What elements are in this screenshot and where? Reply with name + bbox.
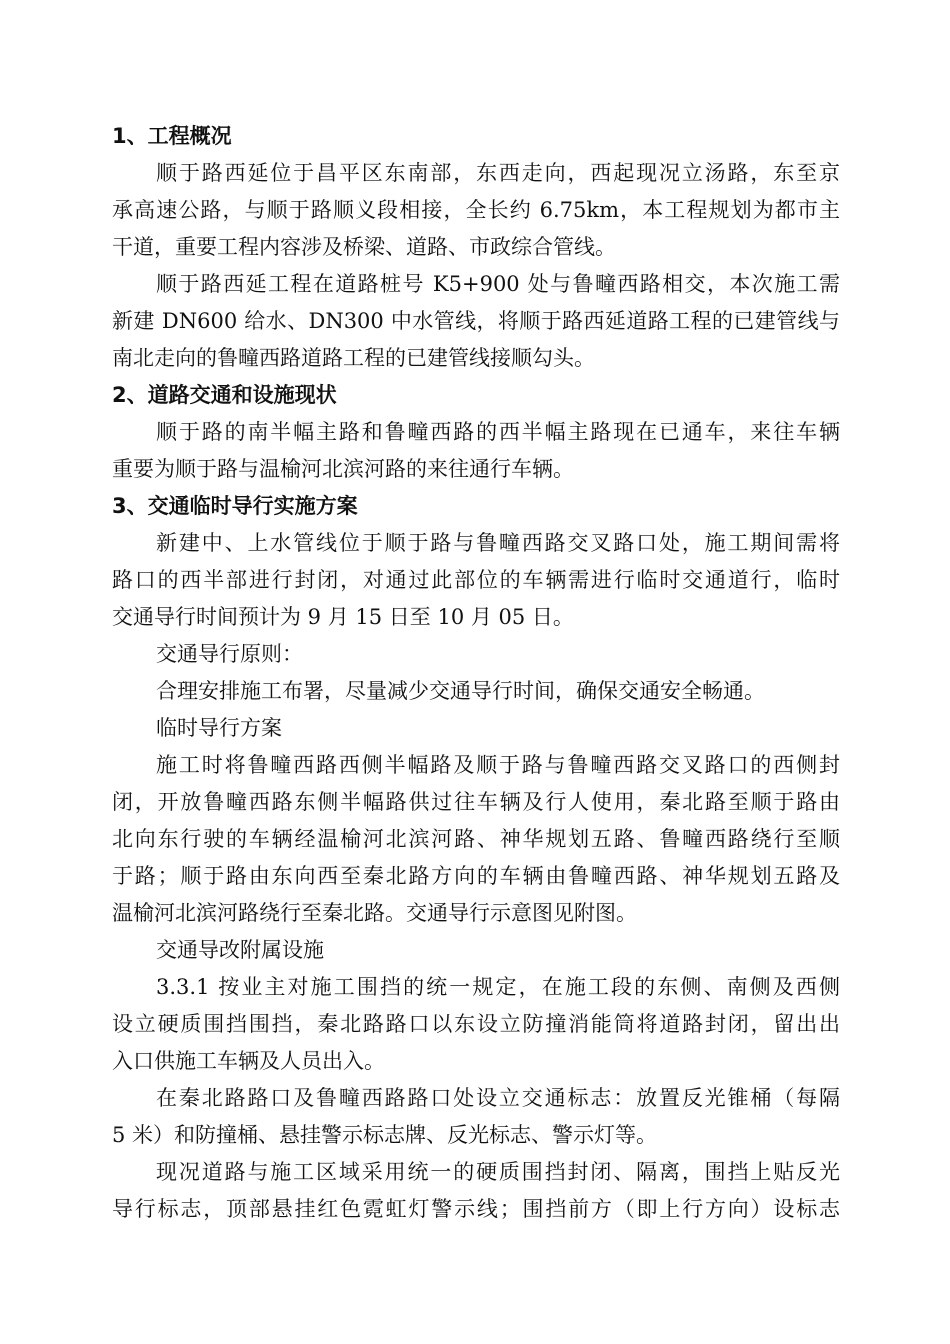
paragraph-line: 新建 DN600 给水、DN300 中水管线，将顺于路西延道路工程的已建管线与 <box>112 309 840 333</box>
paragraph-line: 顺于路西延位于昌平区东南部，东西走向，西起现况立汤路，东至京 <box>156 161 840 185</box>
paragraph-line: 在秦北路路口及鲁疃西路路口处设立交通标志：放置反光锥桶（每隔 <box>156 1086 840 1110</box>
section-3-heading: 3、交通临时导行实施方案 <box>112 494 358 518</box>
section-3-paragraph-1 <box>112 525 840 636</box>
paragraph-line: 温榆河北滨河路绕行至秦北路。交通导行示意图见附图。 <box>112 901 637 925</box>
facility-paragraph-2 <box>112 1080 840 1154</box>
section-2-heading: 2、道路交通和设施现状 <box>112 383 337 407</box>
paragraph-line: 于路；顺于路由东向西至秦北路方向的车辆由鲁疃西路、神华规划五路及 <box>112 864 840 888</box>
paragraph-line: 北向东行驶的车辆经温榆河北滨河路、神华规划五路、鲁疃西路绕行至顺 <box>112 827 840 851</box>
paragraph-line: 路口的西半部进行封闭，对通过此部位的车辆需进行临时交通道行，临时 <box>112 568 840 592</box>
section-1-paragraph-2 <box>112 266 840 377</box>
section-1-paragraph-1 <box>112 155 840 266</box>
facility-paragraph-3 <box>112 1154 840 1228</box>
paragraph-line: 设立硬质围挡围挡，秦北路路口以东设立防撞消能筒将道路封闭，留出出 <box>112 1012 840 1036</box>
section-2-paragraph-1 <box>112 414 840 488</box>
principle-title: 交通导行原则： <box>156 642 303 666</box>
plan-title: 临时导行方案 <box>156 716 282 740</box>
paragraph-line: 南北走向的鲁疃西路道路工程的已建管线接顺勾头。 <box>112 346 595 370</box>
paragraph-line: 新建中、上水管线位于顺于路与鲁疃西路交叉路口处，施工期间需将 <box>156 531 840 555</box>
paragraph-line: 干道，重要工程内容涉及桥梁、道路、市政综合管线。 <box>112 235 616 259</box>
facility-title: 交通导改附属设施 <box>156 938 324 962</box>
paragraph-line: 现况道路与施工区域采用统一的硬质围挡封闭、隔离，围挡上贴反光 <box>156 1160 840 1184</box>
paragraph-line: 5 米）和防撞桶、悬挂警示标志牌、反光标志、警示灯等。 <box>112 1123 658 1147</box>
paragraph-line: 交通导行时间预计为 9 月 15 日至 10 月 05 日。 <box>112 605 574 629</box>
paragraph-line: 闭，开放鲁疃西路东侧半幅路供过往车辆及行人使用，秦北路至顺于路由 <box>112 790 840 814</box>
paragraph-line: 3.3.1 按业主对施工围挡的统一规定，在施工段的东侧、南侧及西侧 <box>156 975 840 999</box>
section-1-heading: 1、工程概况 <box>112 124 232 148</box>
paragraph-line: 顺于路西延工程在道路桩号 K5+900 处与鲁疃西路相交，本次施工需 <box>156 272 840 296</box>
paragraph-line: 重要为顺于路与温榆河北滨河路的来往通行车辆。 <box>112 457 574 481</box>
paragraph-line: 入口供施工车辆及人员出入。 <box>112 1049 385 1073</box>
paragraph-line: 导行标志，顶部悬挂红色霓虹灯警示线；围挡前方（即上行方向）设标志 <box>112 1197 840 1221</box>
document-page <box>112 118 840 1228</box>
plan-paragraph <box>112 747 840 932</box>
paragraph-line: 施工时将鲁疃西路西侧半幅路及顺于路与鲁疃西路交叉路口的西侧封 <box>156 753 840 777</box>
paragraph-line: 承高速公路，与顺于路顺义段相接，全长约 6.75km，本工程规划为都市主 <box>112 198 840 222</box>
facility-paragraph-1 <box>112 969 840 1080</box>
principle-text: 合理安排施工布署，尽量减少交通导行时间，确保交通安全畅通。 <box>156 679 765 703</box>
paragraph-line: 顺于路的南半幅主路和鲁疃西路的西半幅主路现在已通车，来往车辆 <box>156 420 840 444</box>
